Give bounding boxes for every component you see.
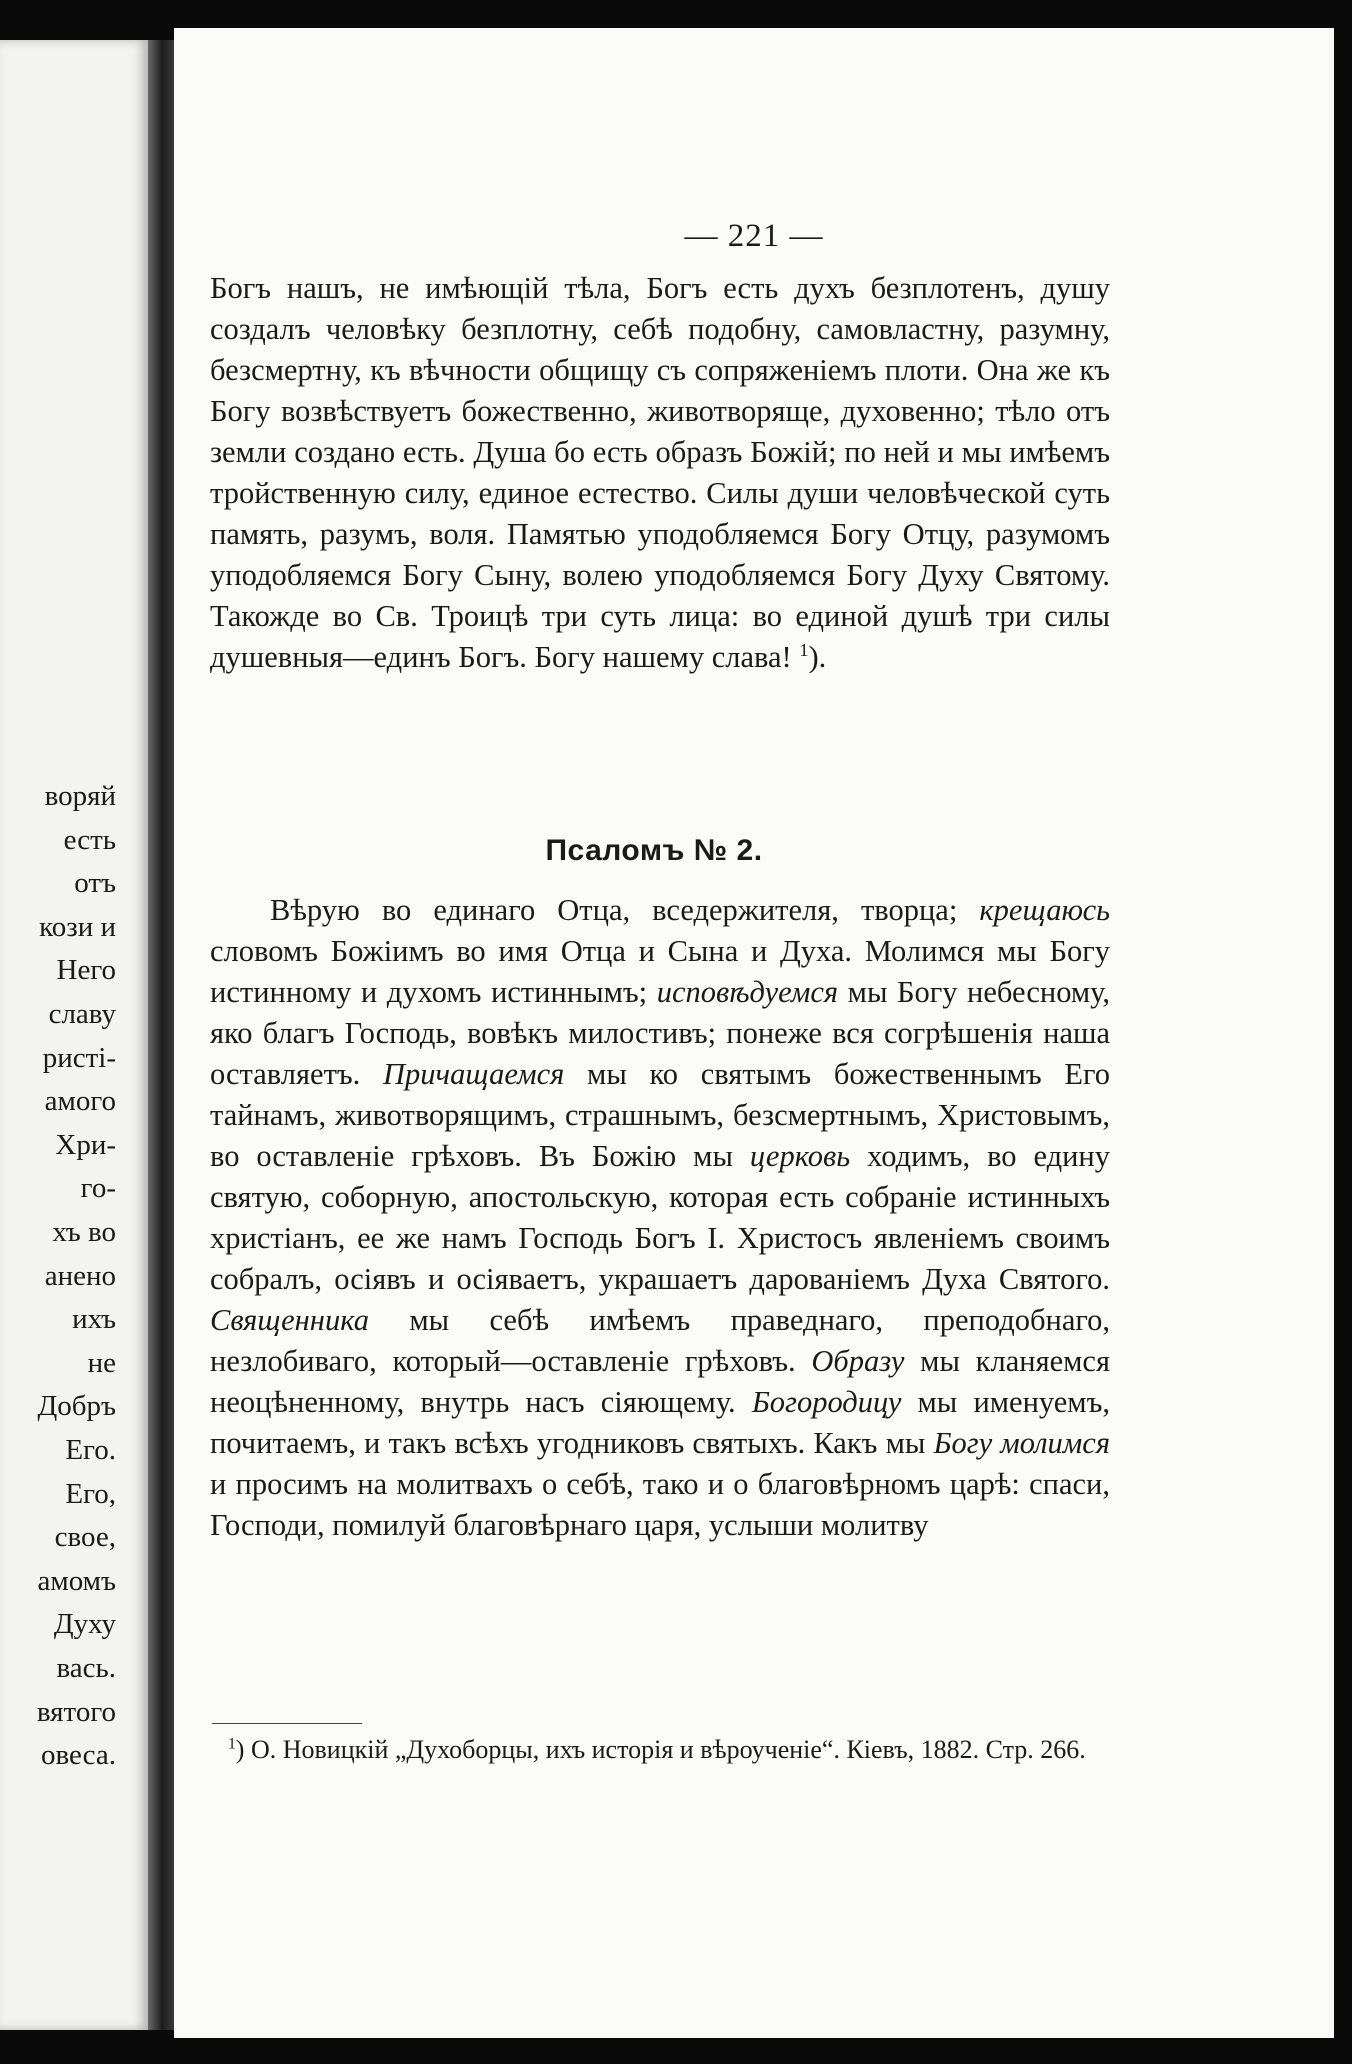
paragraph-2-text: мы именуемъ, почитаемъ, и такъ всѣхъ угодниковъ святыхъ. Какъ мы bbox=[210, 1385, 1111, 1460]
book-gutter bbox=[148, 40, 174, 2030]
left-page-fragment: амомъ bbox=[37, 1564, 116, 1597]
paragraph-2 bbox=[210, 890, 1110, 1546]
emphasis: Богу молимся bbox=[933, 1426, 1110, 1460]
left-page-fragment: ихъ bbox=[72, 1303, 116, 1336]
emphasis: крещаюсь bbox=[979, 893, 1110, 927]
emphasis: исповѣдуемся bbox=[656, 975, 839, 1009]
left-page-fragment: го- bbox=[80, 1172, 116, 1205]
paragraph-1-end: ). bbox=[808, 640, 827, 674]
emphasis: Богородицу bbox=[751, 1385, 902, 1419]
paragraph-2-text: ходимъ, во едину святую, соборную, апостольскую, которая есть собраніе истинныхъ христіанъ, ее же намъ Господь Богъ І. Христосъ явленіемъ своимъ собралъ, осіявъ и осіяваетъ, украшаетъ дарованіемъ Духа Святого. bbox=[210, 1139, 1110, 1296]
emphasis: Причащаемся bbox=[383, 1057, 565, 1091]
book-page bbox=[174, 28, 1334, 2038]
left-page-fragment: анено bbox=[44, 1259, 116, 1292]
footnote-mark: 1 bbox=[228, 1735, 236, 1753]
psalm-heading: Псаломъ № 2. bbox=[545, 834, 763, 867]
paragraph-2-text: мы себѣ имѣемъ праведнаго, преподобнаго, незлобиваго, который—оставленіе грѣховъ. bbox=[210, 1303, 1110, 1378]
paragraph-2-text: мы ко святымъ божественнымъ Его тайнамъ, животворящимъ, страшнымъ, безсмертнымъ, Христовымъ, во оставленіе грѣховъ. Въ Божію мы bbox=[210, 1057, 1111, 1173]
footnote bbox=[210, 1733, 1110, 1767]
paragraph-2-text: Вѣрую во единаго Отца, вседержителя, творца; bbox=[270, 893, 980, 927]
footnote-divider bbox=[212, 1723, 362, 1724]
left-page-fragment: Него bbox=[56, 954, 116, 987]
left-page-fragment: отъ bbox=[74, 867, 116, 900]
left-page-fragment: вась. bbox=[56, 1652, 116, 1684]
left-page-fragment: славу bbox=[48, 998, 116, 1030]
paragraph-1-text: Богъ нашъ, не имѣющій тѣла, Богъ есть духъ безплотенъ, душу создалъ человѣку безплотну, себѣ подобну, самовластну, разумну, безсмертну, къ вѣчности общищу съ сопряженіемъ плоти. Она же къ Богу возвѣствуетъ божественно, животворяще, духовенно; тѣло отъ земли создано есть. Душа бо есть образъ Божій; по ней и мы имѣемъ тройственную силу, единое естество. Силы души человѣческой суть память, разумъ, воля. Памятью уподобляемся Богу Отцу, разумомъ уподобляемся Богу Сыну, волею уподобляемся Богу Духу Святому. Такожде во Св. Троицѣ три суть лица: во единой душѣ три силы душевныя—единъ Богъ. Богу нашему слава! bbox=[210, 271, 1110, 674]
left-page-fragment: Добръ bbox=[37, 1390, 116, 1423]
paragraph-2-text: словомъ Божіимъ во имя Отца и Сына и Духа. Молимся мы Богу истинному и духомъ истиннымъ; bbox=[210, 934, 1110, 1009]
paragraph-1 bbox=[210, 268, 1110, 678]
left-page-fragment: хъ во bbox=[52, 1216, 116, 1248]
left-page-fragment: есть bbox=[63, 823, 116, 856]
left-page-fragment: Духу bbox=[53, 1608, 116, 1641]
left-page-fragment: овеса. bbox=[41, 1739, 116, 1772]
paragraph-2-text: мы Богу небесному, яко благъ Господь, вовѣкъ милостивъ; понеже вся согрѣшенія наша оставляетъ. bbox=[210, 975, 1110, 1091]
emphasis: церковь bbox=[749, 1139, 851, 1173]
left-page-fragment: Хри- bbox=[55, 1128, 116, 1161]
left-page-fragment: воряй bbox=[44, 780, 116, 812]
left-page-fragment: кози и bbox=[39, 910, 116, 943]
paragraph-2-text: и просимъ на молитвахъ о себѣ, тако и о благовѣрномъ царѣ: спаси, Господи, помилуй благовѣрнаго царя, услыши молитву bbox=[210, 1467, 1110, 1542]
left-page-fragment: вятого bbox=[36, 1695, 116, 1728]
left-page-fragment: Его, bbox=[65, 1477, 116, 1510]
emphasis: Священника bbox=[210, 1303, 369, 1337]
footnote-text: ) О. Новицкій „Духоборцы, ихъ исторія и вѣроученіе“. Кіевъ, 1882. Стр. 266. bbox=[235, 1735, 1086, 1764]
page-number: — 221 — bbox=[684, 218, 824, 254]
left-page-fragment: не bbox=[87, 1346, 116, 1379]
left-page-fragment: амого bbox=[44, 1085, 116, 1118]
left-page-fragment: свое, bbox=[54, 1521, 116, 1554]
paragraph-2-text: мы кланяемся неоцѣненному, внутрь насъ сіяющему. bbox=[210, 1344, 1110, 1419]
left-page-fragment: ристі- bbox=[42, 1041, 116, 1074]
previous-page-edge bbox=[0, 40, 148, 2030]
left-page-fragment: Его. bbox=[65, 1434, 116, 1466]
emphasis: Образу bbox=[811, 1344, 905, 1378]
footnote-reference: 1 bbox=[799, 639, 809, 660]
